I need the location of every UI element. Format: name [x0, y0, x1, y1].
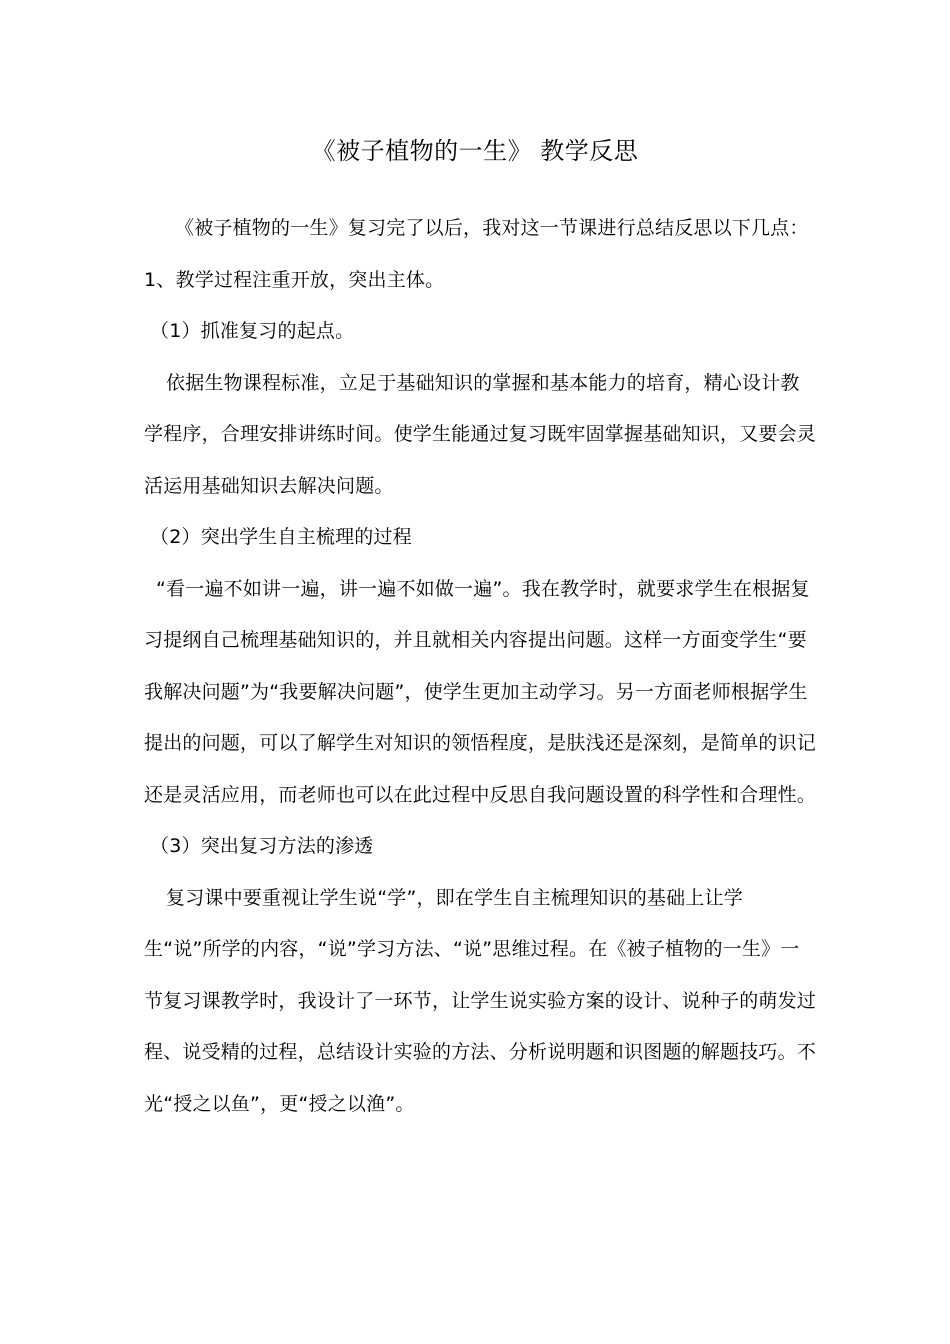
- subsection-1-heading: （1）抓准复习的起点。: [150, 320, 355, 342]
- subsection-2-paragraph: “看一遍不如讲一遍，讲一遍不如做一遍”。我在教学时，就要求学生在根据复习提纲自己梳理基础知识的，并且就相关内容提出问题。这样一方面变学生“要我解决问题”为“我要解决问题”，使学生更加主动学习。另一方面老师根据学生提出的问题，可以了解学生对知识的领悟程度，是肤浅还是深刻，是简单的识记还是灵活应用，而老师也可以在此过程中反思自我问题设置的科学性和合理性。: [144, 577, 817, 806]
- document-title: 《被子植物的一生》 教学反思: [311, 137, 639, 165]
- subsection-3-heading: （3）突出复习方法的渗透: [150, 835, 374, 857]
- subsection-1-paragraph: 依据生物课程标准，立足于基础知识的掌握和基本能力的培育，精心设计教学程序，合理安排讲练时间。使学生能通过复习既牢固掌握基础知识，又要会灵活运用基础知识去解决问题。: [144, 371, 817, 497]
- section-1-heading: 1、教学过程注重开放，突出主体。: [144, 268, 445, 291]
- intro-paragraph: 《被子植物的一生》复习完了以后，我对这一节课进行总结反思以下几点：: [175, 217, 809, 239]
- subsection-2-heading: （2）突出学生自主梳理的过程: [150, 526, 412, 548]
- subsection-3-paragraph: 复习课中要重视让学生说“学”，即在学生自主梳理知识的基础上让学生“说”所学的内容，“说”学习方法、“说”思维过程。在《被子植物的一生》一节复习课教学时，我设计了一环节，让学生说实验方案的设计、说种子的萌发过程、说受精的过程，总结设计实验的方法、分析说明题和识图题的解题技巧。不光“授之以鱼”，更“授之以渔”。: [144, 886, 817, 1115]
- document-body: [144, 203, 816, 1130]
